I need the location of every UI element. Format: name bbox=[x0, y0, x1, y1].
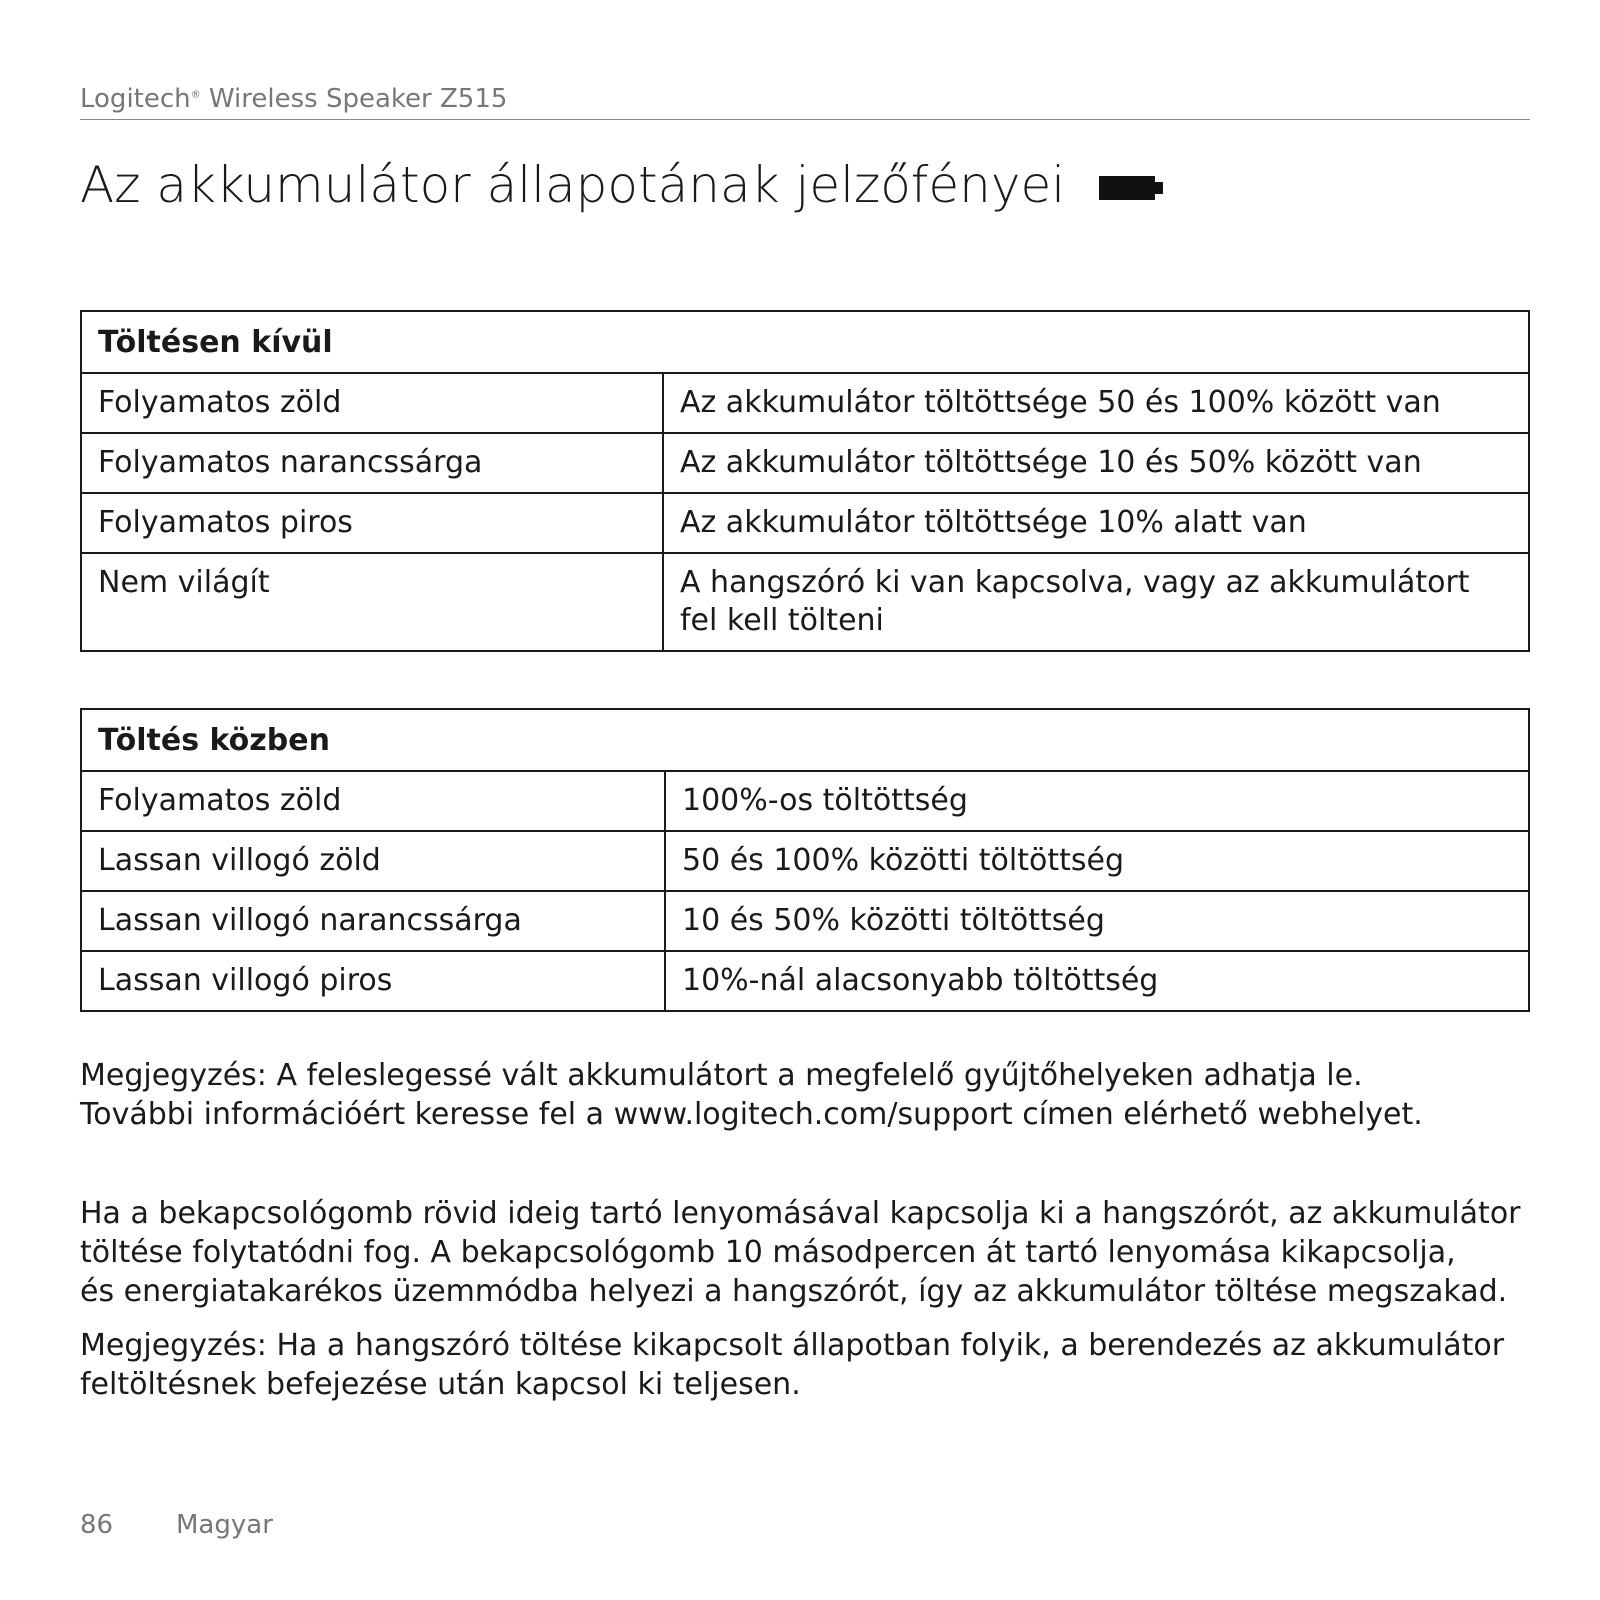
led-meaning bbox=[665, 891, 1529, 951]
led-meaning-line: 10%-nál alacsonyabb töltöttség bbox=[682, 963, 1159, 998]
brand-name: Logitech bbox=[80, 84, 191, 114]
table-row bbox=[81, 951, 1529, 1011]
table-charging bbox=[80, 708, 1530, 1012]
battery-icon bbox=[1099, 148, 1163, 218]
table-row bbox=[81, 553, 1529, 651]
table-heading: Töltés közben bbox=[81, 709, 1529, 771]
led-meaning-line: 10 és 50% közötti töltöttség bbox=[682, 903, 1105, 938]
text-line: és energiatakarékos üzemmódba helyezi a hangszórót, így az akkumulátor töltése megszakad. bbox=[80, 1274, 1508, 1309]
table-row bbox=[81, 433, 1529, 493]
table-heading-row bbox=[81, 709, 1529, 771]
table-not-charging bbox=[80, 310, 1530, 652]
table-heading: Töltésen kívül bbox=[81, 311, 1529, 373]
led-status: Folyamatos zöld bbox=[81, 373, 663, 433]
text-line: Megjegyzés: Ha a hangszóró töltése kikapcsolt állapotban folyik, a berendezés az akkumulátor bbox=[80, 1328, 1505, 1363]
page-number: 86 bbox=[80, 1510, 114, 1540]
led-status: Lassan villogó narancssárga bbox=[81, 891, 665, 951]
led-status: Lassan villogó zöld bbox=[81, 831, 665, 891]
language-label: Magyar bbox=[176, 1510, 273, 1540]
table-row bbox=[81, 493, 1529, 553]
led-meaning bbox=[663, 373, 1529, 433]
led-meaning bbox=[665, 951, 1529, 1011]
led-meaning bbox=[665, 831, 1529, 891]
led-status: Folyamatos zöld bbox=[81, 771, 665, 831]
power-button-paragraph bbox=[80, 1194, 1530, 1311]
table-row bbox=[81, 771, 1529, 831]
led-meaning bbox=[663, 553, 1529, 651]
led-status: Nem világít bbox=[81, 553, 663, 651]
led-meaning-line: A hangszóró ki van kapcsolva, vagy az akkumulátort bbox=[680, 565, 1470, 600]
product-name bbox=[80, 84, 507, 114]
led-status: Folyamatos narancssárga bbox=[81, 433, 663, 493]
led-meaning bbox=[665, 771, 1529, 831]
page-title bbox=[80, 150, 1163, 224]
page-footer bbox=[80, 1510, 273, 1540]
led-meaning-line: Az akkumulátor töltöttsége 10 és 50% között van bbox=[680, 445, 1422, 480]
text-line: töltése folytatódni fog. A bekapcsológomb 10 másodpercen át tartó lenyomása kikapcsolja, bbox=[80, 1235, 1456, 1270]
page-title-text: Az akkumulátor állapotának jelzőfényei bbox=[80, 156, 1066, 214]
table-row bbox=[81, 831, 1529, 891]
led-meaning bbox=[663, 433, 1529, 493]
page-header bbox=[80, 80, 1530, 120]
table-row bbox=[81, 891, 1529, 951]
text-line: Megjegyzés: A feleslegessé vált akkumulátort a megfelelő gyűjtőhelyeken adhatja le. bbox=[80, 1058, 1363, 1093]
led-meaning-line: 100%-os töltöttség bbox=[682, 783, 968, 818]
led-meaning-line: Az akkumulátor töltöttsége 50 és 100% között van bbox=[680, 385, 1441, 420]
led-meaning bbox=[663, 493, 1529, 553]
led-status: Folyamatos piros bbox=[81, 493, 663, 553]
text-line: feltöltésnek befejezése után kapcsol ki teljesen. bbox=[80, 1367, 801, 1402]
led-status: Lassan villogó piros bbox=[81, 951, 665, 1011]
table-row bbox=[81, 373, 1529, 433]
charging-off-note bbox=[80, 1326, 1530, 1404]
table-heading-row bbox=[81, 311, 1529, 373]
text-line: Ha a bekapcsológomb rövid ideig tartó lenyomásával kapcsolja ki a hangszórót, az akkumulátor bbox=[80, 1196, 1521, 1231]
led-meaning-line: Az akkumulátor töltöttsége 10% alatt van bbox=[680, 505, 1307, 540]
disposal-note bbox=[80, 1056, 1530, 1134]
registered-mark: ® bbox=[190, 89, 201, 101]
product-model: Wireless Speaker Z515 bbox=[200, 84, 508, 114]
led-meaning-line: 50 és 100% közötti töltöttség bbox=[682, 843, 1125, 878]
led-meaning-line: fel kell tölteni bbox=[680, 603, 884, 638]
text-line: További információért keresse fel a www.logitech.com/support címen elérhető webhelyet. bbox=[80, 1097, 1423, 1132]
